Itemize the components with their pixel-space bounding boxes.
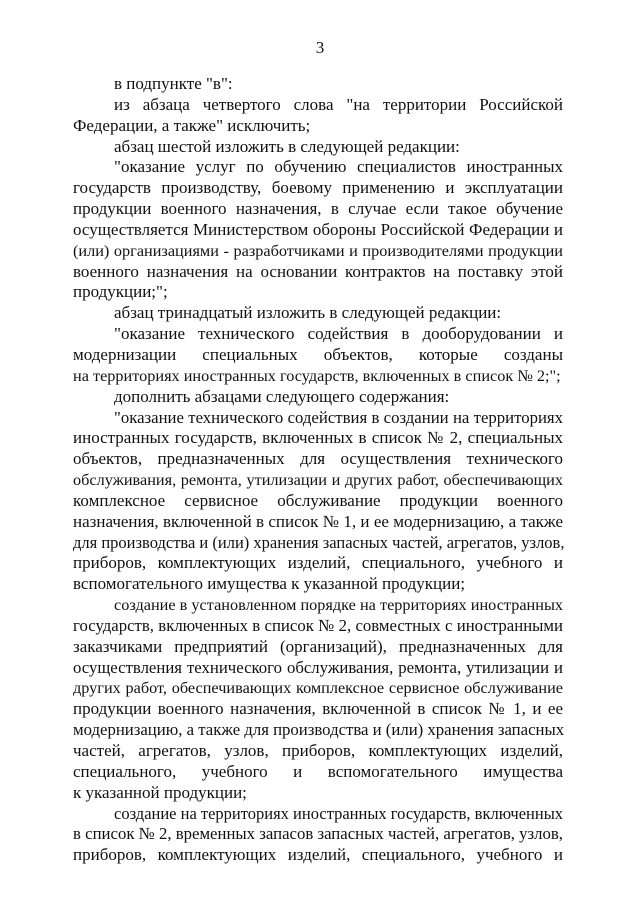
text-line: приборов, комплектующих изделий, специального, учебного и (73, 845, 563, 865)
text-line: осуществления технического обслуживания, ремонта, утилизации и (73, 657, 563, 677)
text-line: частей, агрегатов, узлов, приборов, комплектующих изделий, (73, 741, 563, 760)
document-body (73, 74, 563, 866)
text-line: из абзаца четвертого слова "на территории Российской (114, 94, 563, 114)
text-line: к указанной продукции; (73, 782, 247, 802)
text-line: создание в установленном порядке на территориях иностранных (114, 596, 563, 615)
page-number: 3 (315, 38, 325, 57)
text-line: Федерации, а также" исключить; (73, 115, 311, 135)
text-line: в подпункте "в": (114, 74, 233, 93)
text-line: (или) организациями - разработчиками и производителями продукции (73, 241, 563, 260)
text-line: абзац тринадцатый изложить в следующей редакции: (114, 303, 502, 323)
text-line: государств производству, боевому применению и эксплуатации (73, 178, 563, 198)
text-line: заказчиками предприятий (организаций), предназначенных для (73, 636, 563, 656)
text-line: "оказание технического содействия в дооборудовании и (114, 324, 563, 344)
text-line: объектов, предназначенных для осуществления технического (73, 449, 563, 469)
text-line: модернизации специальных объектов, которые созданы (73, 344, 563, 364)
text-line: вспомогательного имущества к указанной продукции; (73, 574, 466, 594)
text-line: создание на территориях иностранных государств, включенных (114, 803, 564, 823)
text-line: государств, включенных в список № 2, совместных с иностранными (73, 615, 563, 635)
text-line: продукции военного назначения, в случае если такое обучение (73, 199, 563, 219)
text-line: продукции;"; (73, 282, 168, 302)
text-line: комплексное сервисное обслуживание продукции военного (73, 490, 563, 510)
text-line: "оказание услуг по обучению специалистов иностранных (114, 157, 563, 177)
text-line: других работ, обеспечивающих комплексное сервисное обслуживание (73, 679, 563, 698)
text-line: в список № 2, временных запасов запасных частей, агрегатов, узлов, (73, 824, 563, 844)
text-line: "оказание технического содействия в создании на территориях (114, 407, 563, 427)
text-line: осуществляется Министерством обороны Российской Федерации и (73, 219, 563, 239)
text-line: абзац шестой изложить в следующей редакции: (114, 136, 460, 156)
text-line: дополнить абзацами следующего содержания: (114, 386, 450, 406)
text-line: иностранных государств, включенных в список № 2, специальных (73, 428, 563, 448)
text-line: для производства и (или) хранения запасных частей, агрегатов, узлов, (73, 532, 565, 552)
text-line: модернизацию, а также для производства и (или) хранения запасных (73, 720, 565, 740)
text-line: специального, учебного и вспомогательного имущества (73, 761, 563, 781)
text-line: приборов, комплектующих изделий, специального, учебного и (73, 553, 563, 573)
text-line: на территориях иностранных государств, включенных в список № 2;"; (73, 366, 561, 385)
text-line: продукции военного назначения, включенной в список № 1, и ее (73, 699, 563, 719)
text-line: военного назначения на основании контрактов на поставку этой (73, 261, 563, 281)
text-line: обслуживания, ремонта, утилизации и других работ, обеспечивающих (73, 471, 563, 490)
text-line: назначения, включенной в список № 1, и ее модернизацию, а также (73, 511, 563, 531)
